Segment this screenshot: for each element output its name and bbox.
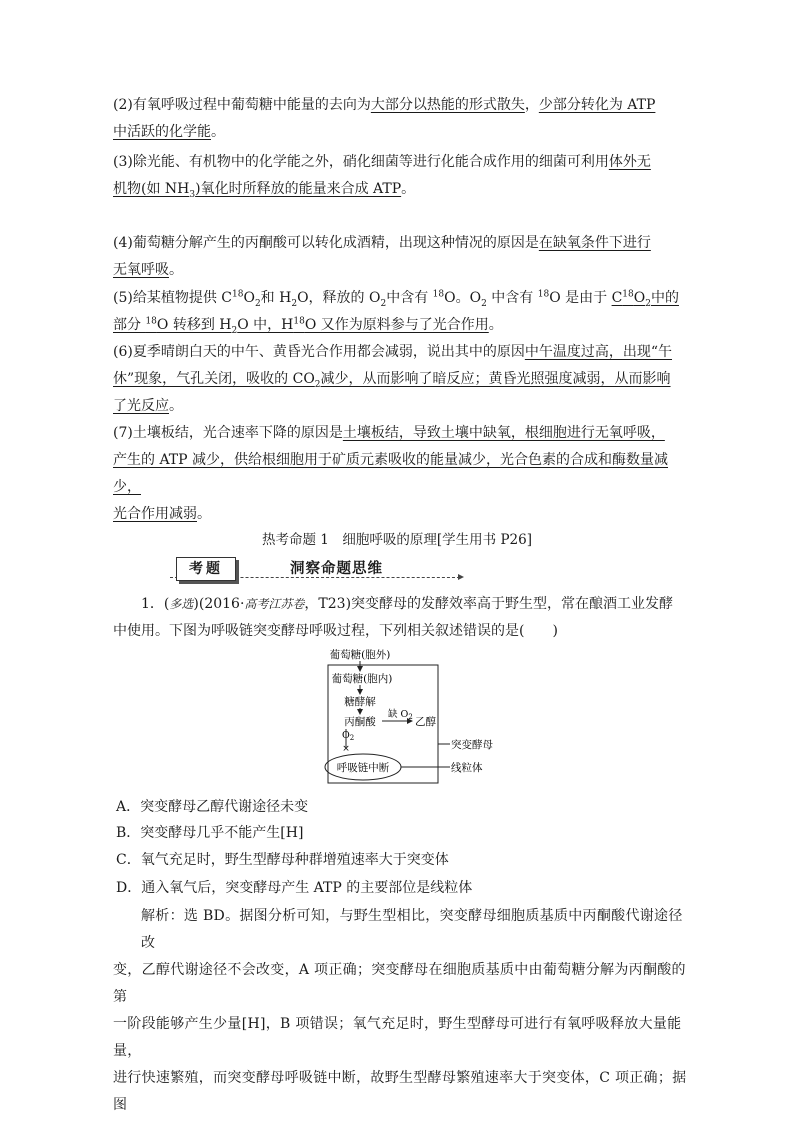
- subscript: 2: [291, 298, 298, 309]
- paragraph-3: [113, 149, 683, 203]
- text: 中含有: [386, 290, 433, 306]
- banner-text: 洞察命题思维: [290, 561, 383, 577]
- answer-underlined: 体外无: [608, 154, 651, 170]
- answer-underlined: [113, 181, 402, 200]
- text: (2)有氧呼吸过程中葡萄糖中能量的去向为: [113, 97, 371, 113]
- text: O 又作为原料参与了光合作用: [304, 317, 489, 333]
- text: 减少，从而影响了暗反应；黄昏光照强度减弱，从而影响: [320, 371, 671, 387]
- superscript: 18: [622, 289, 634, 300]
- superscript: 18: [432, 289, 445, 300]
- section-banner: [170, 555, 460, 583]
- answer-underlined: 光合作用减弱: [113, 506, 197, 522]
- paragraph-4: [113, 230, 683, 284]
- subscript: 2: [254, 298, 261, 309]
- text: O: [633, 290, 646, 306]
- label-pyruvate: 丙酮酸: [344, 716, 376, 728]
- text: 中的: [650, 290, 679, 306]
- paragraph-2: [113, 92, 683, 146]
- superscript: 18: [145, 316, 157, 327]
- label-o2: $O_2$: [342, 730, 355, 742]
- answer-underlined: 中活跃的化学能: [113, 124, 211, 140]
- answer-underlined: [113, 316, 489, 336]
- text: O。O: [444, 290, 482, 306]
- analysis-line: 进行快速繁殖，而突变酵母呼吸链中断，故野生型酵母繁殖速率大于突变体，C 项正确；据图: [113, 1070, 687, 1113]
- text: ，: [524, 97, 539, 113]
- subscript: 2: [231, 325, 238, 336]
- text: 中含有: [486, 290, 538, 306]
- label-ethanol: 乙醇: [415, 716, 436, 728]
- text: (3)除光能、有机物中的化学能之外，硝化细菌等进行化能合成作用的细菌可利用: [113, 154, 609, 170]
- label-mitochondria: 线粒体: [451, 762, 483, 774]
- text: O，释放的 O: [297, 290, 381, 306]
- analysis-line: 解析：选 BD。据图分析可知，与野生型相比，突变酵母细胞质基质中丙酮酸代谢途径改: [141, 908, 683, 951]
- text: 。: [488, 317, 503, 333]
- text: )氧化时所释放的能量来合成 ATP: [195, 181, 402, 197]
- banner-label: 考题: [176, 557, 236, 581]
- paragraph-6: [113, 339, 683, 420]
- arrow-right-icon: [458, 574, 464, 580]
- answer-underlined: 少部分转化为 ATP: [538, 97, 656, 113]
- option-d: D．通入氧气后，突变酵母产生 ATP 的主要部位是线粒体: [116, 880, 473, 896]
- answer-underlined: 无氧呼吸: [113, 262, 169, 278]
- text: 。: [169, 398, 183, 414]
- block-x-icon: ×: [342, 744, 350, 754]
- text: 中使用。下图为呼吸链突变酵母呼吸过程，下列相关叙述错误的是( ): [113, 623, 558, 639]
- option-b: B．突变酵母几乎不能产生[H]: [116, 825, 304, 841]
- analysis-line: 变，乙醇代谢途径不会改变，A 项正确；突变酵母在细胞质基质中由葡萄糖分解为丙酮酸的第: [113, 962, 686, 1005]
- option-a: A．突变酵母乙醇代谢途径未变: [116, 799, 309, 815]
- text: (5)给某植物提供 C: [113, 290, 232, 306]
- topic-title: 热考命题 1 细胞呼吸的原理[学生用书 P26]: [262, 532, 532, 548]
- superscript: 18: [293, 316, 305, 327]
- text: (6)夏季晴朗白天的中午、黄昏光合作用都会减弱，说出其中的原因: [113, 344, 525, 360]
- superscript: 18: [232, 289, 244, 300]
- label-glucose-in: 葡萄糖(胞内): [331, 673, 393, 685]
- answer-underlined: 土壤板结，导致土壤中缺氧，根细胞进行无氧呼吸，: [342, 425, 665, 441]
- text: O 转移到 H: [156, 317, 232, 333]
- label-glycolysis: 糖酵解: [344, 696, 376, 708]
- text: 。: [197, 506, 211, 522]
- text: 和 H: [260, 290, 292, 306]
- superscript: 18: [537, 289, 550, 300]
- text: 。: [401, 181, 416, 197]
- text: 机物(如 NH: [113, 181, 190, 197]
- text: O 中，H: [237, 317, 294, 333]
- question-tag: 多选: [169, 597, 194, 611]
- answer-underlined: 在缺氧条件下进行: [538, 235, 651, 251]
- subscript: 2: [645, 298, 651, 309]
- answer-underlined: 了光反应: [113, 398, 169, 414]
- text: )(2016·: [193, 596, 245, 612]
- analysis-line: 一阶段能够产生少量[H]，B 项错误；氧气充足时，野生型酵母可进行有氧呼吸释放大量能量，: [113, 1016, 682, 1059]
- question-number: 1．(: [141, 596, 170, 612]
- paragraph-5: [113, 285, 683, 339]
- question-1: [113, 591, 683, 645]
- answer-underlined: 大部分以热能的形式散失: [370, 97, 525, 113]
- label-lack-o2: 缺 $O_2$: [388, 709, 413, 721]
- paragraph-7: [113, 420, 683, 528]
- text: 部分: [113, 317, 146, 333]
- respiration-diagram: [320, 647, 493, 785]
- label-glucose-out: 葡萄糖(胞外): [329, 649, 391, 661]
- answer-underlined: [113, 371, 671, 390]
- option-c: C．氧气充足时，野生型酵母种群增殖速率大于突变体: [116, 852, 449, 868]
- text: (4)葡萄糖分解产生的丙酮酸可以转化成酒精，出现这种情况的原因是: [113, 235, 539, 251]
- answer-underlined: 中午温度过高，出现“午: [524, 344, 673, 360]
- answer-underlined: 产生的 ATP 减少，供给根细胞用于矿质元素吸收的能量减少，光合色素的合成和酶数量减少，: [113, 452, 669, 495]
- text: 。: [211, 124, 225, 140]
- text: C: [611, 290, 623, 306]
- label-mutant-yeast: 突变酵母: [451, 739, 493, 751]
- subscript: 3: [189, 189, 196, 200]
- question-source: 高考江苏卷: [244, 597, 305, 611]
- subscript: 2: [380, 298, 387, 309]
- answer-underlined: [611, 289, 679, 309]
- text: (7)土壤板结，光合速率下降的原因是: [113, 425, 343, 441]
- subscript: 2: [314, 379, 321, 390]
- text: O: [243, 290, 255, 306]
- text: ，T23)突变酵母的发酵效率高于野生型，常在酿酒工业发酵: [304, 596, 674, 612]
- label-chain-break: 呼吸链中断: [336, 762, 390, 774]
- subscript: 2: [481, 298, 487, 309]
- text: 。: [169, 262, 183, 278]
- analysis: [113, 903, 693, 1119]
- text: 休”现象，气孔关闭，吸收的 CO: [113, 371, 315, 387]
- text: O 是由于: [549, 290, 612, 306]
